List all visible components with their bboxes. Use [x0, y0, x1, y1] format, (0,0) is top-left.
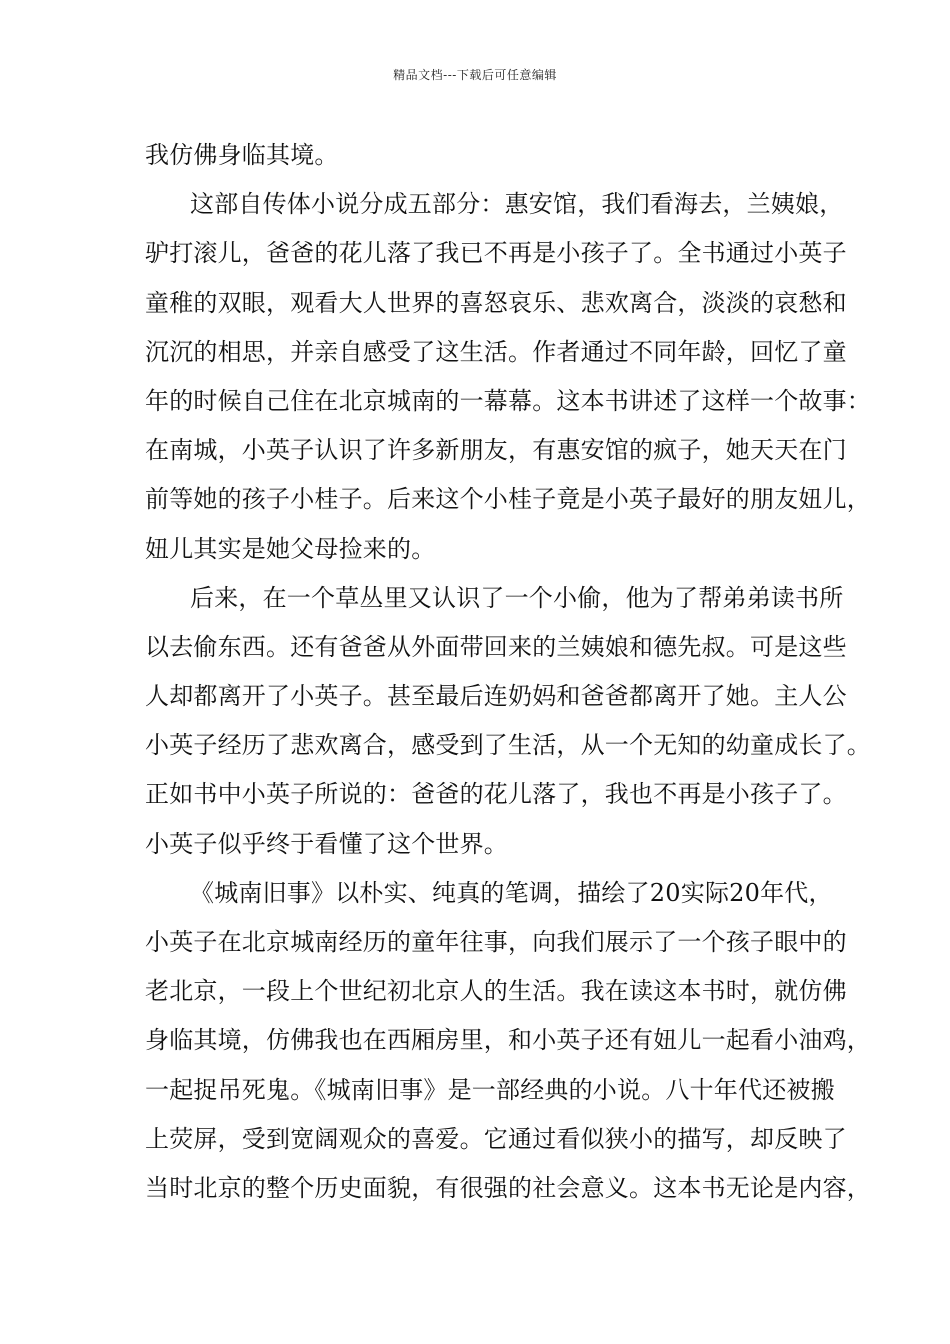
text-line: 前等她的孩子小桂子。后来这个小桂子竟是小英子最好的朋友妞儿，	[145, 485, 871, 514]
text-line: 人却都离开了小英子。甚至最后连奶妈和爸爸都离开了她。主人公	[145, 682, 847, 711]
text-line: 沉沉的相思，并亲自感受了这生活。作者通过不同年龄，回忆了童	[145, 337, 847, 366]
text-line: 后来，在一个草丛里又认识了一个小偷，他为了帮弟弟读书所	[190, 583, 844, 612]
text-line: 小英子经历了悲欢离合，感受到了生活，从一个无知的幼童成长了。	[145, 731, 871, 760]
text-line: 小英子似乎终于看懂了这个世界。	[145, 829, 508, 858]
text-line: 小英子在北京城南经历的童年往事，向我们展示了一个孩子眼中的	[145, 928, 847, 956]
page-header: 精品文档---下载后可任意编辑	[393, 68, 557, 82]
text-line: 当时北京的整个历史面貌，有很强的社会意义。这本书无论是内容，	[145, 1173, 871, 1202]
text-line: 童稚的双眼，观看大人世界的喜怒哀乐、悲欢离合，淡淡的哀愁和	[145, 288, 847, 317]
text-line: 我仿佛身临其境。	[145, 141, 339, 169]
text-line: 在南城，小英子认识了许多新朋友，有惠安馆的疯子，她天天在门	[145, 436, 847, 465]
text-line: 上荧屏，受到宽阔观众的喜爱。它通过看似狭小的描写，却反映了	[145, 1124, 847, 1153]
text-line: 正如书中小英子所说的：爸爸的花儿落了，我也不再是小孩子了。	[145, 780, 847, 809]
document-body	[145, 131, 871, 1213]
text-line: 《城南旧事》以朴实、纯真的笔调，描绘了20实际20年代，	[190, 878, 833, 907]
text-line: 这部自传体小说分成五部分：惠安馆，我们看海去，兰姨娘，	[190, 190, 844, 219]
text-line: 以去偷东西。还有爸爸从外面带回来的兰姨娘和德先叔。可是这些	[145, 632, 847, 661]
text-line: 妞儿其实是她父母捡来的。	[145, 534, 436, 563]
text-line: 身临其境，仿佛我也在西厢房里，和小英子还有妞儿一起看小油鸡，	[145, 1026, 871, 1055]
text-line: 老北京，一段上个世纪初北京人的生活。我在读这本书时，就仿佛	[145, 977, 847, 1006]
text-line: 一起捉吊死鬼。《城南旧事》是一部经典的小说。八十年代还被搬	[145, 1075, 835, 1104]
text-line: 驴打滚儿，爸爸的花儿落了我已不再是小孩子了。全书通过小英子	[145, 239, 847, 268]
text-line: 年的时候自己住在北京城南的一幕幕。这本书讲述了这样一个故事：	[145, 386, 871, 415]
